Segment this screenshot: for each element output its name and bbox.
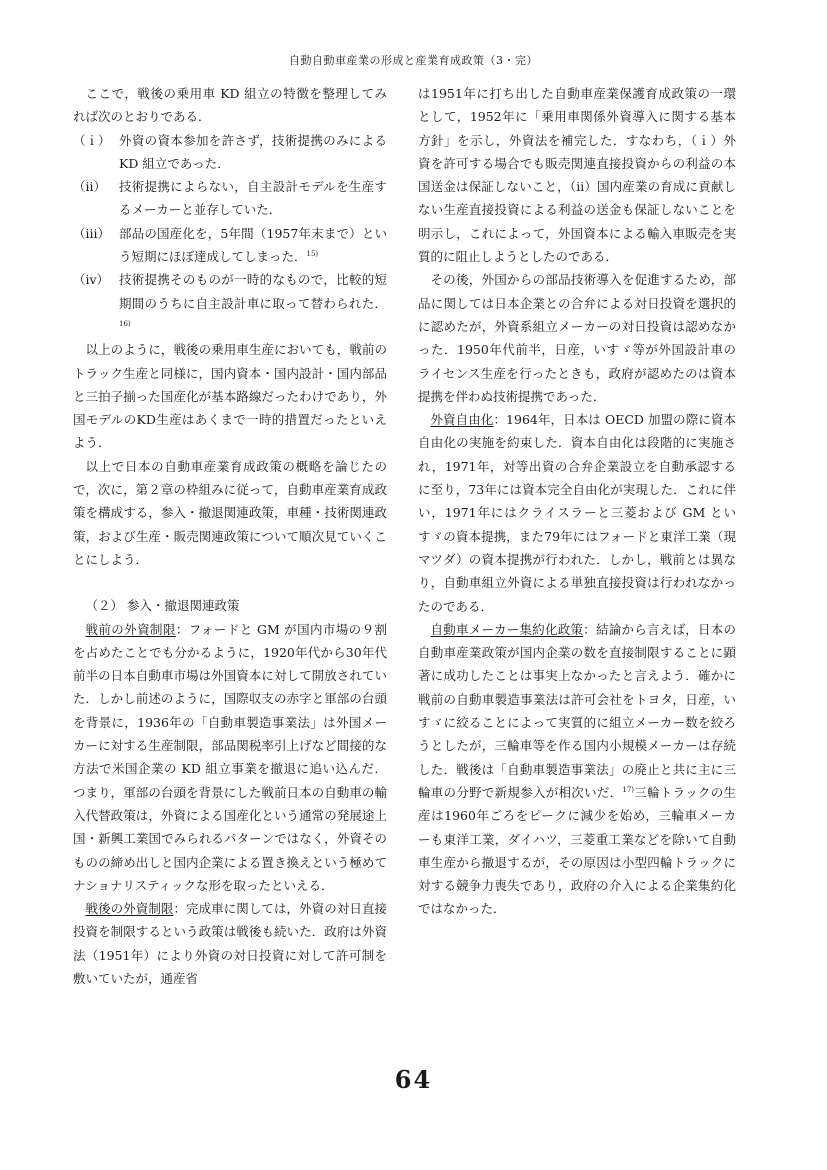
spacer <box>73 571 387 594</box>
paragraph: 以上で日本の自動車産業育成政策の概略を論じたので，次に，第２章の枠組みに従って，自動車産業育成政策を構成する，参入・撤退関連政策，車種・技術関連政策，および生産・販売関連政策について順次見ていくことにしよう． <box>73 458 387 567</box>
footnote-ref: 17) <box>622 785 635 794</box>
list-text-wrap <box>119 268 387 338</box>
list-item <box>73 129 387 176</box>
section-heading: （２） 参入・撤退関連政策 <box>85 598 240 614</box>
list-text: 外資の資本参加を許さず，技術提携のみによる KD 組立であった． <box>119 132 387 171</box>
run-in-heading: 外資自由化 <box>430 412 494 428</box>
page-number: 64 <box>394 1065 433 1094</box>
run-in-heading: 戦後の外資制限 <box>85 901 174 917</box>
list-item <box>73 175 387 222</box>
list-text: 技術提携そのものが一時的なもので，比較的短期間のうちに自主設計車に取って替わられた． <box>119 272 387 311</box>
footnote-ref: 16) <box>119 319 131 328</box>
list-marker: （ｉ） <box>73 132 111 148</box>
paragraph <box>418 408 736 618</box>
run-in-heading: 自動車メーカー集約化政策 <box>430 621 584 637</box>
paragraph <box>73 897 387 990</box>
paragraph: ここで，戦後の乗用車 KD 組立の特徴を整理してみれば次のとおりである． <box>73 86 387 125</box>
list-marker: （ii） <box>73 179 106 195</box>
paragraph: その後，外国からの部品技術導入を促進するため，部品に関しては日本企業との合弁による対日投資を選択的に認めたが，外資系組立メーカーの対日投資は認めなかった．1950年代前半，日産，いすゞ等が外国設計車のライセンス生産を行ったときも，政府が認めたのは資本提携を伴わぬ技術提携であった． <box>418 272 736 404</box>
paragraph-text: ：結論から言えば，日本の自動車産業政策が国内企業の数を直接制限することに顕著に成功したことは事実上なかったと言えよう．確かに戦前の自動車製造事業法は許可会社をトヨタ，日産，いすゞに絞ることによって実質的に組立メーカー数を絞ろうとしたが，三輪車等を作る国内小規模メーカーは存続した．戦後は「自動車製造事業法」の廃止と共に主に三輪車の分野で新規参入が相次いだ． <box>418 621 736 800</box>
list-item <box>73 268 387 338</box>
paragraph <box>73 618 387 898</box>
list-marker: （iii） <box>73 225 110 241</box>
paragraph: 以上のように，戦後の乗用車生産においても，戦前のトラック生産と同様に，国内資本・国内設計・国内部品と三拍子揃った国産化が基本路線だったわけであり，外国モデルのKD生産はあくまで一時的措置だったといえよう． <box>73 342 387 451</box>
paragraph: は1951年に打ち出した自動車産業保護育成政策の一環として，1952年に「乗用車関係外資導入に関する基本方針」を示し，外資法を補完した．すなわち，（ｉ）外資を許可する場合でも販売関連直接投資からの利益の本国送金は保証しないこと，（ii）国内産業の育成に貢献しない生産直接投資による利益の送金も保証しないことを明示し，これによって，外国資本による輸入車販売を実質的に阻止しようとしたのである． <box>418 86 736 265</box>
list-text-wrap <box>119 222 387 269</box>
paragraph <box>418 618 736 921</box>
paragraph-text: 三輪トラックの生産は1960年ごろをピークに減少を始め，三輪車メーカーも東洋工業，ダイハツ，三菱重工業などを除いて自動車生産から撤退するが，その原因は小型四輪トラックに対する競争力喪失であり，政府の介入による企業集約化ではなかった． <box>418 784 736 917</box>
list-marker: （iv） <box>73 272 110 288</box>
list-text: 部品の国産化を，5年間（1957年末まで）という短期にほぼ達成してしまった． <box>119 225 387 265</box>
list-text: 技術提携によらない，自主設計モデルを生産するメーカーと並存していた． <box>119 179 387 218</box>
list-item <box>73 222 387 269</box>
paragraph-text: ：フォードと GM が国内市場の９割を占めたことでも分かるように，1920年代から30年代前半の日本自動車市場は外国資本に対して開放されていた．しかし前述のように，国際収支の赤字と軍部の台頭を背景に，1936年の「自動車製造事業法」は外国メーカーに対する生産制限，部品関税率引上げなど間接的な方法で米国企業の KD 組立事業を撤退に追い込んだ．つまり，軍部の台頭を背景にした戦前日本の自動車の輸入代替政策は，外資による国産化という通常の発展途上国・新興工業国でみられるパターンではなく，外資そのものの締め出しと国内企業による置き換えという極めてナショナリスティックな形を取ったといえる． <box>73 621 387 893</box>
running-head: 自動自動車産業の形成と産業育成政策（3・完） <box>289 54 538 67</box>
right-column <box>418 82 736 921</box>
run-in-heading: 戦前の外資制限 <box>85 621 176 637</box>
paragraph-text: ：完成車に関しては，外資の対日直接投資を制限するという政策は戦後も続いた．政府は外資法（1951年）により外資の対日投資に対して許可制を敷いていたが，通産省 <box>73 901 387 986</box>
paragraph-text: ：1964年，日本は OECD 加盟の際に資本自由化の実施を約束した．資本自由化は段階的に実施され，1971年，対等出資の合弁企業設立を自動承認するに至り，73年には資本完全自由化が実現した．これに伴い，1971年にはクライスラーと三菱および GM といすゞの資本提携，また79年にはフォードと東洋工業（現マツダ）の資本提携が行われた．しかし，戦前とは異なり，自動車組立外資による単独直接投資は行われなかったのである． <box>418 412 736 614</box>
footnote-ref: 15) <box>306 249 319 258</box>
left-column <box>73 82 387 990</box>
